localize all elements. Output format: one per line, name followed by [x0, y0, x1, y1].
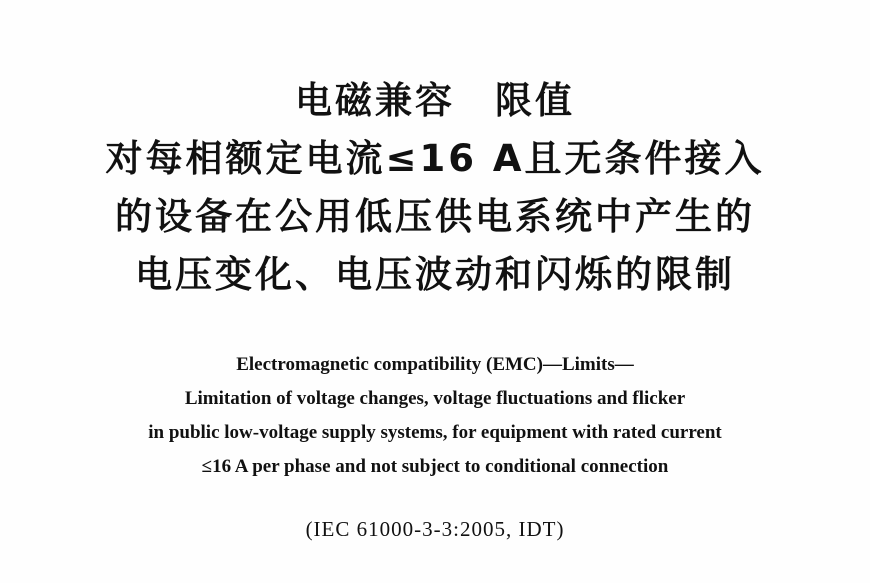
english-title-line: Electromagnetic compatibility (EMC)—Limits— [236, 354, 634, 375]
chinese-title-line: 电压变化、电压波动和闪烁的限制 [135, 253, 735, 296]
chinese-title-line: 对每相额定电流≤16 A且无条件接入 [105, 137, 765, 180]
standard-reference: (IEC 61000-3-3:2005, IDT) [305, 517, 565, 541]
english-title-line: ≤16 A per phase and not subject to conditional connection [201, 456, 669, 477]
english-title-line: Limitation of voltage changes, voltage fluctuations and flicker [184, 388, 686, 409]
chinese-title [0, 72, 870, 304]
chinese-title-line: 电磁兼容 限值 [295, 79, 575, 122]
chinese-title-line: 的设备在公用低压供电系统中产生的 [115, 195, 755, 238]
english-title [0, 348, 870, 484]
english-title-line: in public low-voltage supply systems, for equipment with rated current [148, 422, 722, 443]
